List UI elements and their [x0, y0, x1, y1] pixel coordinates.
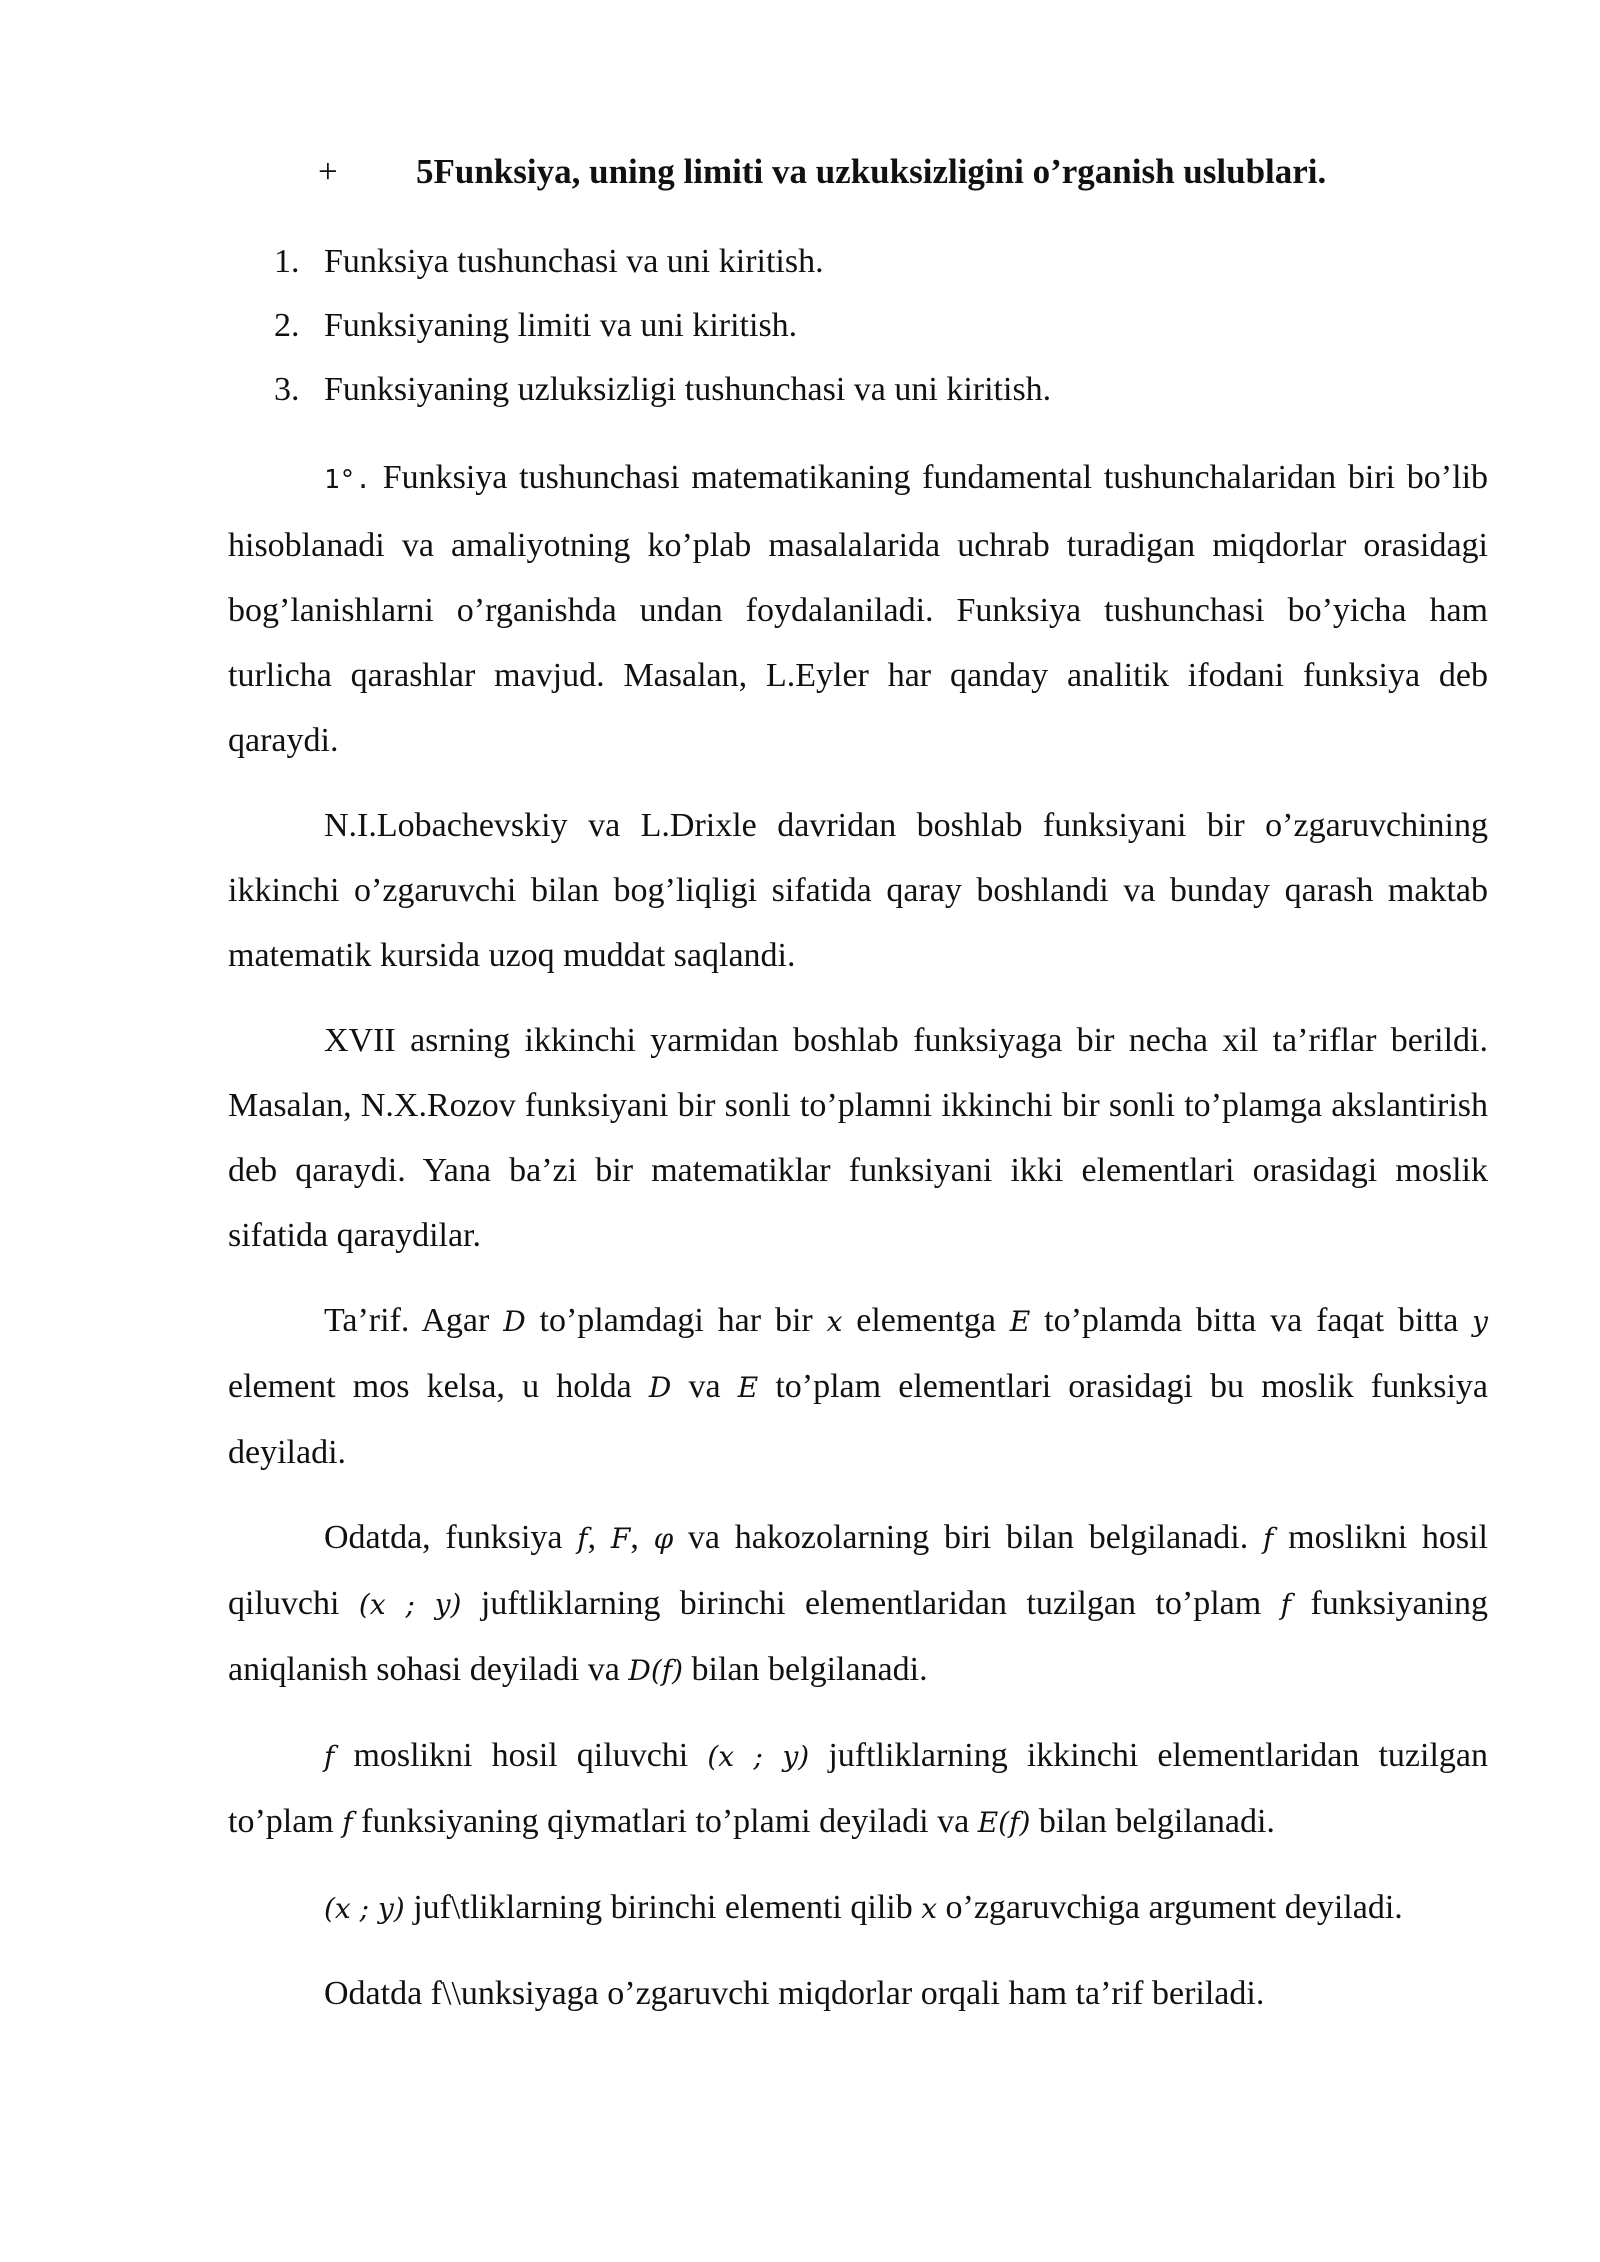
text: moslikni hosil qiluvchi	[228, 1519, 1489, 1622]
paragraph-definition	[228, 1288, 1488, 1485]
math-symbol: y	[1472, 1305, 1488, 1338]
math-symbol: D	[503, 1305, 526, 1338]
text: juf\tliklarning birinchi elementi qilib	[404, 1889, 922, 1926]
text: to’plamdagi har bir	[525, 1302, 827, 1339]
math-expression: (x ; y)	[324, 1892, 405, 1925]
list-item	[274, 366, 1051, 430]
list-text: Funksiya tushunchasi va uni kiritish.	[324, 243, 824, 280]
paragraph-definitions: XVII asrning ikkinchi yarmidan boshlab funksiyaga bir necha xil ta’riflar berildi. Masalan, N.X.Rozov funksiyani bir sonli to’plamni ikkinchi bir sonli to’plamga akslantirish deb qaraydi. Yana ba’zi bir matematiklar funksiyani ikki elementlari orasidagi moslik sifatida qaraydilar.	[228, 1022, 1488, 1254]
list-item	[274, 302, 1051, 366]
list-text: Funksiyaning limiti va uni kiritish.	[324, 307, 798, 344]
math-expression: D(f)	[628, 1654, 684, 1687]
text: to’plamda bitta va faqat bitta	[1030, 1302, 1473, 1339]
topic-list	[274, 238, 1051, 430]
text: element mos kelsa, u holda	[228, 1368, 649, 1405]
text: to’plam elementlari orasidagi bu moslik funksiya deyiladi.	[228, 1368, 1488, 1471]
text: va hakozolarning biri bilan belgilanadi.	[673, 1519, 1263, 1556]
paragraph-notation	[228, 1505, 1488, 1703]
heading-marker: +	[318, 152, 338, 191]
paragraph-intro	[228, 445, 1488, 773]
math-symbol: F	[610, 1522, 631, 1555]
text: juftliklarning birinchi elementlaridan tuzilgan to’plam	[461, 1585, 1281, 1622]
text: o’zgaruvchiga argument deyiladi.	[937, 1889, 1403, 1926]
math-symbol: x	[826, 1305, 843, 1338]
section-heading	[318, 152, 1326, 192]
text: moslikni hosil qiluvchi	[334, 1737, 708, 1774]
math-symbol: φ	[653, 1522, 674, 1555]
paragraph-mark: 1°.	[324, 465, 371, 495]
text: elementga	[842, 1302, 1010, 1339]
list-text: Funksiyaning uzluksizligi tushunchasi va uni kiritish.	[324, 371, 1052, 408]
heading-text: 5Funksiya, uning limiti va uzkuksizligini o’rganish uslublari.	[416, 152, 1327, 191]
math-symbol: f	[1280, 1588, 1291, 1621]
list-number: 1.	[274, 243, 300, 280]
text: funksiyaning qiymatlari to’plami deyiladi va	[352, 1803, 978, 1840]
list-number: 2.	[274, 307, 300, 344]
paragraph-range	[228, 1723, 1488, 1855]
text: ,	[630, 1519, 654, 1556]
math-expression: E(f)	[977, 1806, 1031, 1839]
math-symbol: f	[324, 1740, 335, 1773]
math-symbol: f	[342, 1806, 353, 1839]
paragraph-text: Funksiya tushunchasi matematikaning fundamental tushunchalaridan biri bo’lib hisoblanadi va amaliyotning ko’plab masalalarida uchrab turadigan miqdorlar orasidagi bog’lanishlarni o’rganishda undan foydalaniladi. Funksiya tushunchasi bo’yicha ham turlicha qarashlar mavjud. Masalan, L.Eyler har qanday analitik ifodani funksiya deb qaraydi.	[228, 459, 1489, 759]
paragraph-history: N.I.Lobachevskiy va L.Drixle davridan boshlab funksiyani bir o’zgaruvchining ikkinchi o’zgaruvchi bilan bog’liqligi sifatida qaray boshlandi va bunday qarash maktab matematik kursida uzoq muddat saqlandi.	[228, 807, 1488, 974]
paragraph-closing: Odatda f\\unksiyaga o’zgaruvchi miqdorlar orqali ham ta’rif beriladi.	[324, 1975, 1265, 2012]
math-expression: (x ; y)	[358, 1588, 462, 1621]
math-expression: (x ; y)	[707, 1740, 810, 1773]
text: funksiyaning aniqlanish sohasi deyiladi va	[228, 1585, 1488, 1688]
paragraph-argument	[228, 1875, 1488, 1941]
list-item	[274, 238, 1051, 302]
text: bilan belgilanadi.	[1030, 1803, 1275, 1840]
math-symbol: x	[921, 1892, 938, 1925]
text: ,	[587, 1519, 611, 1556]
math-symbol: E	[737, 1371, 759, 1404]
math-symbol: f	[1263, 1522, 1274, 1555]
math-symbol: E	[1009, 1305, 1031, 1338]
text: Odatda, funksiya	[324, 1519, 578, 1556]
text: Ta’rif. Agar	[324, 1302, 504, 1339]
text: va	[671, 1368, 738, 1405]
text: bilan belgilanadi.	[683, 1651, 928, 1688]
math-symbol: D	[648, 1371, 672, 1404]
list-number: 3.	[274, 371, 300, 408]
math-symbol: f	[577, 1522, 588, 1555]
document-body	[228, 445, 1488, 2046]
text: juftliklarning ikkinchi elementlaridan tuzilgan to’plam	[228, 1737, 1488, 1840]
